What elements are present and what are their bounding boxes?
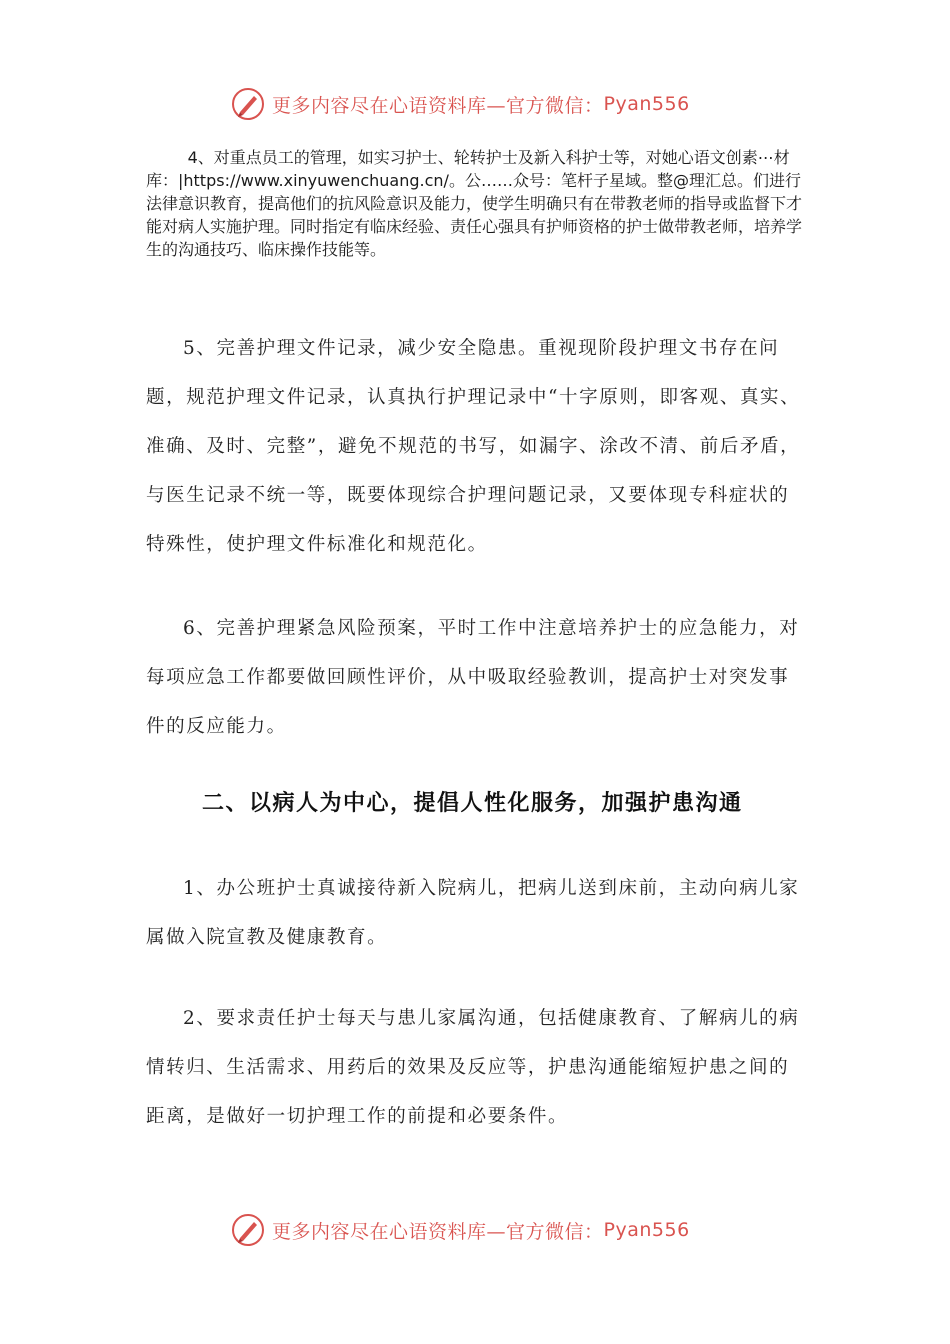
footer-banner	[230, 1212, 750, 1248]
header-banner	[230, 86, 750, 122]
wechat-id: Pyan556	[603, 1219, 690, 1241]
wechat-id: Pyan556	[603, 93, 690, 115]
paragraph-5: 5、完善护理文件记录，减少安全隐患。重视现阶段护理文书存在问题，规范护理文件记录，认真执行护理记录中“十字原则，即客观、真实、准确、及时、完整”，避免不规范的书写，如漏字、涂改不清、前后矛盾，与医生记录不统一等，既要体现综合护理问题记录，又要体现专科症状的特殊性，使护理文件标准化和规范化。	[146, 338, 801, 555]
section-2-paragraph-2: 2、要求责任护士每天与患儿家属沟通，包括健康教育、了解病儿的病情转归、生活需求、用药后的效果及反应等，护患沟通能缩短护患之间的距离，是做好一切护理工作的前提和必要条件。	[146, 1008, 800, 1127]
section-2-heading: 二、以病人为中心，提倡人性化服务，加强护患沟通	[202, 791, 743, 816]
banner-text: 更多内容尽在心语资料库—官方微信：	[272, 1220, 604, 1243]
pen-logo-icon	[230, 1212, 266, 1248]
paragraph-4: 4、对重点员工的管理，如实习护士、轮转护士及新入科护士等，对她心语文创素⋯材库：|https://www.xinyuwenchuang.cn/。公……众号：笔杆子星域。整@理汇总。们进行法律意识教育，提高他们的抗风险意识及能力，使学生明确只有在带教老师的指导或监督下才能对病人实施护理。同时指定有临床经验、责任心强具有护师资格的护士做带教老师，培养学生的沟通技巧、临床操作技能等。	[146, 148, 803, 259]
pen-logo-icon	[230, 86, 266, 122]
paragraph-6: 6、完善护理紧急风险预案，平时工作中注意培养护士的应急能力，对每项应急工作都要做回顾性评价，从中吸取经验教训，提高护士对突发事件的反应能力。	[146, 618, 800, 737]
section-2-paragraph-1: 1、办公班护士真诚接待新入院病儿，把病儿送到床前，主动向病儿家属做入院宣教及健康教育。	[146, 878, 800, 948]
banner-text: 更多内容尽在心语资料库—官方微信：	[272, 94, 604, 117]
